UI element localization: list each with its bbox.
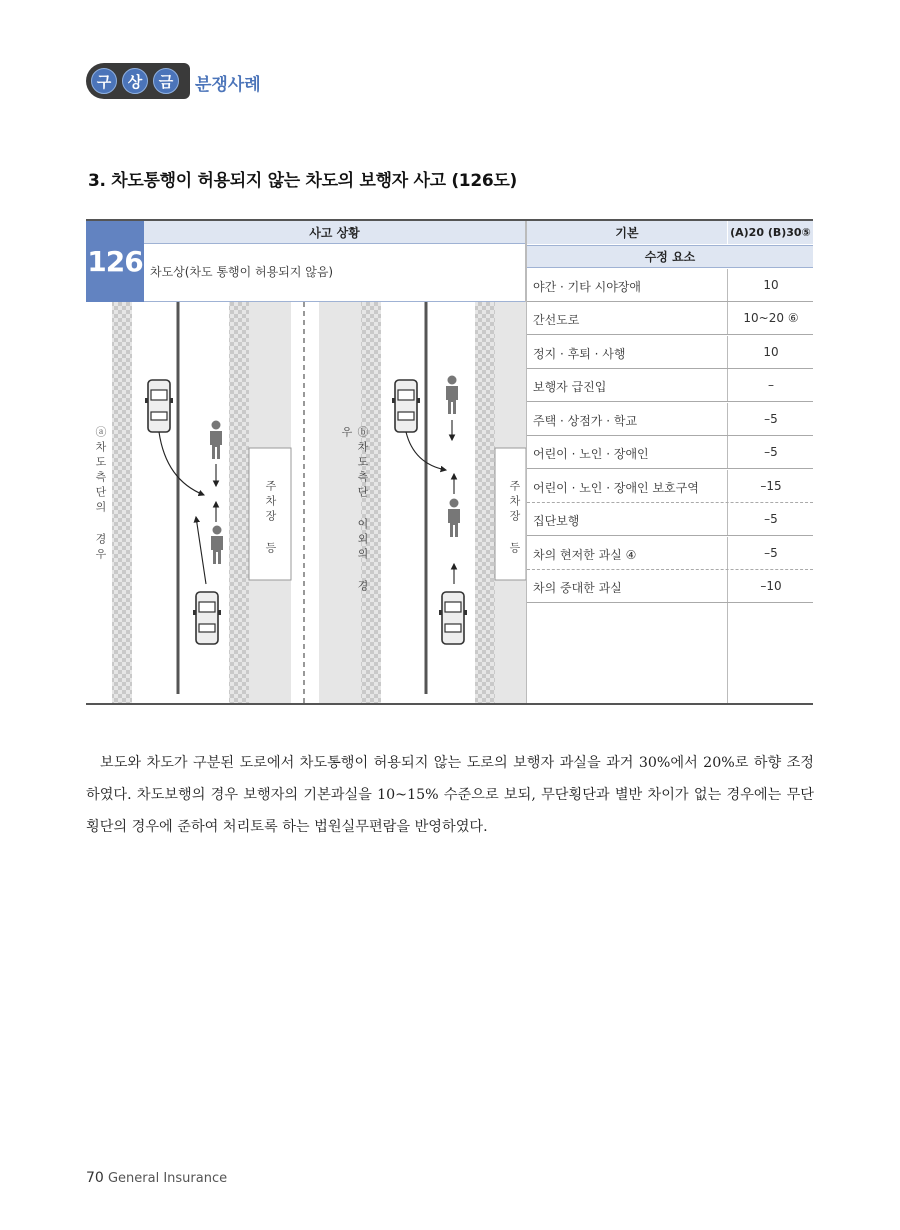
factor-row xyxy=(527,503,813,536)
diagram-label-b: ⓑ차도측단 이외의 경우 xyxy=(340,426,369,595)
pedestrian-left-1 xyxy=(210,421,222,460)
factor-row xyxy=(527,403,813,436)
badge-char-2: 상 xyxy=(122,68,148,94)
factor-value: –15 xyxy=(760,479,782,493)
parking-label-left: 주차장 등 xyxy=(264,480,277,557)
body-paragraph: 보도와 차도가 구분된 도로에서 차도통행이 허용되지 않는 도로의 보행자 과실을 과거 30%에서 20%로 하향 조정 하였다. 차도보행의 경우 보행자의 기본과실을 10~15% 수준으로 보되, 무단횡단과 별반 차이가 없는 경우에는 무단횡단의 경우에 준하여 처리토록 하는 법원실무편람을 반영하였다. xyxy=(86,755,814,835)
factor-row xyxy=(527,269,813,302)
base-header: 기본 xyxy=(527,221,727,244)
factor-value: 10~20 ⑥ xyxy=(743,311,799,325)
factor-label: 간선도로 xyxy=(533,313,580,327)
factor-row xyxy=(527,537,813,570)
section-category-label: 분쟁사례 xyxy=(195,75,261,95)
factor-row xyxy=(527,302,813,335)
pedestrian-left-2 xyxy=(211,526,223,565)
road-diagram-svg xyxy=(86,302,526,703)
pedestrian-right-1 xyxy=(446,376,458,415)
badge-char-3: 금 xyxy=(153,68,179,94)
factor-value: – xyxy=(768,378,774,392)
publication-name: General Insurance xyxy=(107,1171,228,1186)
left-sidewalk-texture xyxy=(112,302,132,703)
factor-row xyxy=(527,369,813,402)
factor-value: –5 xyxy=(764,512,778,526)
car-left-bottom xyxy=(193,592,221,644)
case-number: 126 xyxy=(86,221,144,302)
modification-header: 수정 요소 xyxy=(527,245,813,268)
page-number: 70 xyxy=(86,1170,104,1186)
factor-row xyxy=(527,336,813,369)
factor-label: 차의 중대한 과실 xyxy=(533,581,622,595)
factor-value: –5 xyxy=(764,412,778,426)
factor-value: 10 xyxy=(763,278,779,292)
situation-header: 사고 상황 xyxy=(144,221,525,244)
table-bottom-rule xyxy=(86,703,813,705)
factor-row xyxy=(527,570,813,603)
page-footer xyxy=(86,1170,227,1186)
badge-char-1: 구 xyxy=(91,68,117,94)
car-left-top xyxy=(145,380,173,432)
factor-label: 집단보행 xyxy=(533,514,580,528)
factor-label: 야간 · 기타 시야장애 xyxy=(533,280,641,294)
left-curb-texture xyxy=(229,302,249,703)
factor-row xyxy=(527,436,813,469)
situation-description: 차도상(차도 통행이 허용되지 않음) xyxy=(150,265,334,279)
factor-value: –5 xyxy=(764,445,778,459)
factor-row xyxy=(527,470,813,503)
base-value: (A)20 (B)30⑤ xyxy=(728,221,813,244)
factor-value: –5 xyxy=(764,546,778,560)
diagram-label-a: ⓐ차도측단의 경우 xyxy=(94,426,107,563)
parking-label-right: 주차장 등 xyxy=(508,480,521,557)
category-badge xyxy=(86,63,190,99)
factor-label: 정지 · 후퇴 · 사행 xyxy=(533,347,626,361)
car-right-top xyxy=(392,380,420,432)
right-sidewalk-texture xyxy=(475,302,495,703)
car-right-bottom xyxy=(439,592,467,644)
factor-value: –10 xyxy=(760,579,782,593)
pedestrian-right-2 xyxy=(448,499,460,538)
section-title: 3. 차도통행이 허용되지 않는 차도의 보행자 사고 (126도) xyxy=(88,171,517,191)
factor-value: 10 xyxy=(763,345,779,359)
factor-label: 어린이 · 노인 · 장애인 xyxy=(533,447,649,461)
value-column-divider xyxy=(727,603,728,703)
factor-label: 보행자 급진입 xyxy=(533,380,607,394)
factor-label: 주택 · 상점가 · 학교 xyxy=(533,414,638,428)
factor-label: 어린이 · 노인 · 장애인 보호구역 xyxy=(533,481,699,495)
accident-diagram xyxy=(86,302,526,707)
factor-label: 차의 현저한 과실 ④ xyxy=(533,548,637,562)
